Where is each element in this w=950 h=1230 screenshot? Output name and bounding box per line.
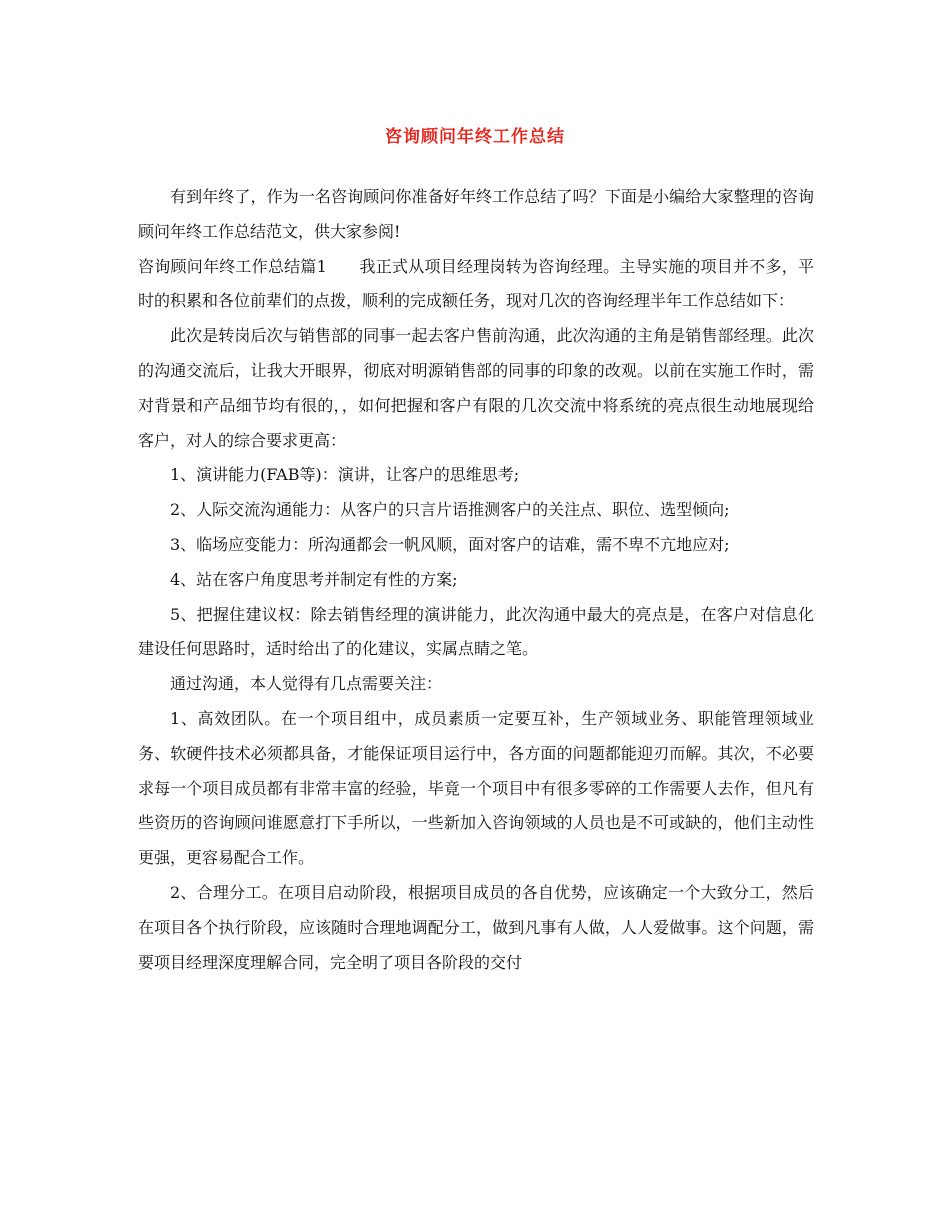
paragraph: 5、把握住建议权：除去销售经理的演讲能力，此次沟通中最大的亮点是，在客户对信息化建设任何思路时，适时给出了的化建议，实属点睛之笔。 [138, 604, 814, 659]
document-title: 咨询顾问年终工作总结 [385, 127, 565, 147]
document-body [138, 180, 814, 980]
paragraph: 3、临场应变能力：所沟通都会一帆风顺，面对客户的诘难，需不卑不亢地应对; [170, 534, 730, 554]
paragraph: 2、合理分工。在项目启动阶段，根据项目成员的各自优势，应该确定一个大致分工，然后在项目各个执行阶段，应该随时合理地调配分工，做到凡事有人做，人人爱做事。这个问题，需要项目经理深度理解合同，完全明了项目各阶段的交付 [138, 882, 814, 972]
paragraph: 2、人际交流沟通能力：从客户的只言片语推测客户的关注点、职位、选型倾向; [170, 500, 730, 520]
paragraph: 此次是转岗后次与销售部的同事一起去客户售前沟通，此次沟通的主角是销售部经理。此次的沟通交流后，让我大开眼界，彻底对明源销售部的同事的印象的改观。以前在实施工作时，需对背景和产品细节均有很的，，如何把握和客户有限的几次交流中将系统的亮点很生动地展现给客户，对人的综合要求更高： [138, 326, 814, 450]
paragraph: 咨询顾问年终工作总结篇1 我正式从项目经理岗转为咨询经理。主导实施的项目并不多，平时的积累和各位前辈们的点拨，顺利的完成额任务，现对几次的咨询经理半年工作总结如下： [138, 256, 814, 311]
paragraph: 通过沟通，本人觉得有几点需要关注： [170, 674, 443, 694]
paragraph: 1、演讲能力(FAB等)：演讲，让客户的思维思考; [170, 465, 520, 485]
paragraph: 4、站在客户角度思考并制定有性的方案; [170, 569, 458, 589]
paragraph: 1、高效团队。在一个项目组中，成员素质一定要互补，生产领域业务、职能管理领域业务、软硬件技术必须都具备，才能保证项目运行中，各方面的问题都能迎刃而解。其次，不必要求每一个项目成员都有非常丰富的经验，毕竟一个项目中有很多零碎的工作需要人去作，但凡有些资历的咨询顾问谁愿意打下手所以，一些新加入咨询领域的人员也是不可或缺的，他们主动性更强，更容易配合工作。 [138, 708, 814, 868]
paragraph: 有到年终了，作为一名咨询顾问你准备好年终工作总结了吗？下面是小编给大家整理的咨询顾问年终工作总结范文，供大家参阅! [138, 187, 814, 241]
